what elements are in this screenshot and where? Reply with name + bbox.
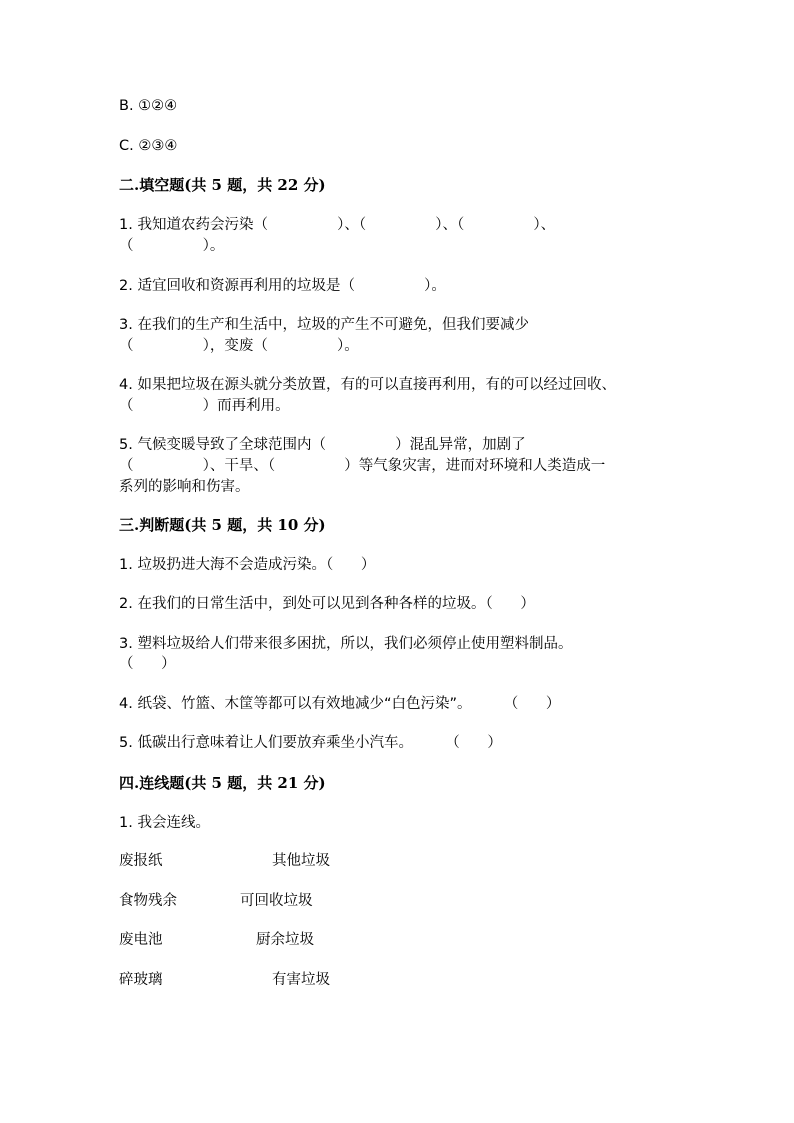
judge-q3-line1: 3. 塑料垃圾给人们带来很多困扰，所以，我们必须停止使用塑料制品。 bbox=[119, 636, 573, 652]
fill-q5-line3: 系列的影响和伤害。 bbox=[119, 479, 250, 495]
fill-q1-line1: 1. 我知道农药会污染（ ）、（ ）、（ ）、 bbox=[119, 217, 556, 233]
match-right-item: 厨余垃圾 bbox=[256, 932, 314, 948]
section-2-heading: 二.填空题(共 5 题，共 22 分) bbox=[119, 176, 326, 194]
judge-q5: 5. 低碳出行意味着让人们要放弃乘坐小汽车。 （ ） bbox=[119, 735, 502, 751]
fill-q5-line2: （ ）、干旱、（ ）等气象灾害，进而对环境和人类造成一 bbox=[119, 458, 606, 474]
judge-q2: 2. 在我们的日常生活中，到处可以见到各种各样的垃圾。（ ） bbox=[119, 596, 535, 612]
fill-q3-line1: 3. 在我们的生产和生活中，垃圾的产生不可避免，但我们要减少 bbox=[119, 317, 529, 333]
match-right-item: 其他垃圾 bbox=[272, 853, 330, 869]
match-left-item: 废报纸 bbox=[119, 853, 163, 869]
fill-q4-line2: （ ）而再利用。 bbox=[119, 398, 290, 414]
section-4-heading: 四.连线题(共 5 题，共 21 分) bbox=[119, 774, 326, 792]
match-left-item: 食物残余 bbox=[119, 893, 177, 909]
fill-q3-line2: （ ），变废（ ）。 bbox=[119, 338, 359, 354]
match-right-item: 有害垃圾 bbox=[272, 972, 330, 988]
judge-q1: 1. 垃圾扔进大海不会造成污染。（ ） bbox=[119, 557, 376, 573]
option-b: B. ①②④ bbox=[119, 98, 178, 114]
match-left-item: 废电池 bbox=[119, 932, 163, 948]
match-q1: 1. 我会连线。 bbox=[119, 815, 210, 831]
judge-q3-line2: （ ） bbox=[119, 656, 176, 672]
match-right-item: 可回收垃圾 bbox=[240, 893, 313, 909]
fill-q5-line1: 5. 气候变暖导致了全球范围内（ ）混乱异常，加剧了 bbox=[119, 437, 526, 453]
section-3-heading: 三.判断题(共 5 题，共 10 分) bbox=[119, 516, 326, 534]
judge-q4: 4. 纸袋、竹篮、木筐等都可以有效地减少“白色污染”。 （ ） bbox=[119, 696, 561, 712]
fill-q2: 2. 适宜回收和资源再利用的垃圾是（ ）。 bbox=[119, 278, 446, 294]
match-left-item: 碎玻璃 bbox=[119, 972, 163, 988]
option-c: C. ②③④ bbox=[119, 138, 178, 154]
fill-q1-line2: （ ）。 bbox=[119, 238, 225, 254]
fill-q4-line1: 4. 如果把垃圾在源头就分类放置，有的可以直接再利用，有的可以经过回收、 bbox=[119, 377, 616, 393]
